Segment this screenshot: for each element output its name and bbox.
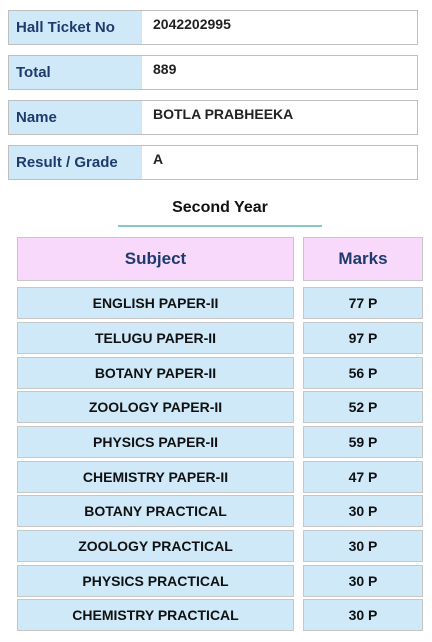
total-label: Total [9,56,142,89]
subject-cell: PHYSICS PRACTICAL [17,565,294,597]
subject-cell: CHEMISTRY PRACTICAL [17,599,294,631]
name-value: BOTLA PRABHEEKA [153,106,294,122]
subject-cell: ENGLISH PAPER-II [17,287,294,319]
section-title: Second Year [118,199,322,227]
result-row [8,145,418,180]
result-value: A [153,151,164,167]
hall-ticket-row [8,10,418,45]
subject-cell: BOTANY PRACTICAL [17,495,294,527]
marks-cell: 30 P [303,599,423,631]
subject-cell: BOTANY PAPER-II [17,357,294,389]
result-label: Result / Grade [9,146,142,179]
marks-header: Marks [303,237,423,281]
total-value: 889 [153,61,177,77]
subject-cell: PHYSICS PAPER-II [17,426,294,458]
name-label: Name [9,101,142,134]
subject-header: Subject [17,237,294,281]
marks-cell: 30 P [303,495,423,527]
hall-ticket-value: 2042202995 [153,16,231,32]
marks-cell: 59 P [303,426,423,458]
marks-cell: 52 P [303,391,423,423]
subject-cell: CHEMISTRY PAPER-II [17,461,294,493]
total-row [8,55,418,90]
marks-cell: 47 P [303,461,423,493]
marks-cell: 30 P [303,565,423,597]
marks-cell: 97 P [303,322,423,354]
marks-cell: 77 P [303,287,423,319]
subject-cell: TELUGU PAPER-II [17,322,294,354]
subject-cell: ZOOLOGY PRACTICAL [17,530,294,562]
marks-cell: 56 P [303,357,423,389]
hall-ticket-label: Hall Ticket No [9,11,142,44]
marks-cell: 30 P [303,530,423,562]
name-row [8,100,418,135]
subject-cell: ZOOLOGY PAPER-II [17,391,294,423]
